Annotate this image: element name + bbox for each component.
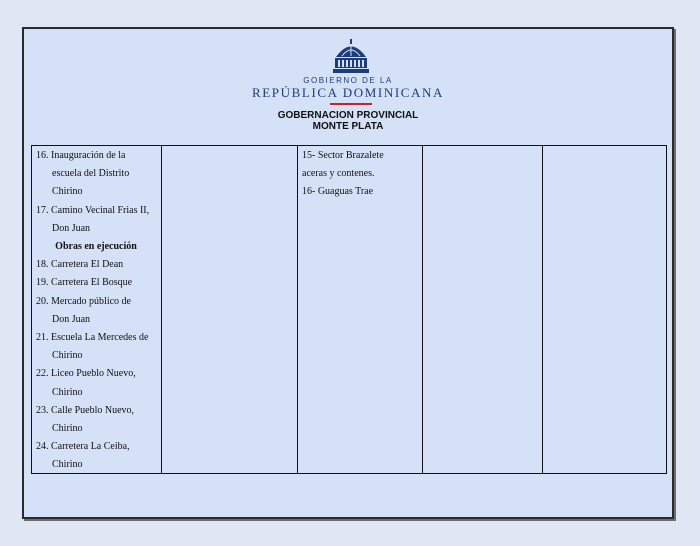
list-item: Chirino — [52, 423, 83, 435]
table-column-3 — [298, 146, 423, 473]
list-item: 19. Carretera El Bosque — [36, 277, 133, 289]
list-item: Chirino — [52, 186, 83, 198]
list-item: 15- Sector Brazalete — [302, 150, 384, 161]
document-page — [22, 27, 674, 519]
list-item: escuela del Distrito — [52, 168, 130, 180]
province-title — [24, 110, 672, 132]
province-line-1: GOBERNACION PROVINCIAL — [277, 110, 419, 121]
list-item: 23. Calle Pueblo Nuevo, — [36, 404, 135, 416]
table-column-4 — [423, 146, 543, 473]
list-item: Don Juan — [52, 313, 91, 325]
works-table — [31, 145, 667, 474]
list-item: 17. Camino Vecinal Frias II, — [36, 204, 150, 216]
list-item: 24. Carretera La Ceiba, — [36, 441, 130, 453]
list-item: Chirino — [52, 386, 83, 398]
section-heading: Obras en ejecución — [55, 241, 137, 253]
list-item: 20. Mercado público de — [36, 295, 131, 307]
list-item: 21. Escuela La Mercedes de — [36, 332, 149, 344]
list-item: 18. Carretera El Dean — [36, 259, 124, 271]
letterhead — [24, 29, 672, 145]
country-name: REPÚBLICA DOMINICANA — [252, 85, 444, 100]
table-column-2 — [162, 146, 298, 473]
list-item: 16. Inauguración de la — [36, 150, 126, 161]
list-item: 22. Liceo Pueblo Nuevo, — [36, 368, 136, 380]
dome-emblem-icon — [330, 38, 372, 74]
table-column-1 — [32, 146, 162, 473]
list-item: 16- Guaguas Trae — [302, 186, 374, 198]
government-label: GOBIERNO DE LA — [303, 76, 393, 85]
table-column-5 — [543, 146, 666, 473]
list-item: aceras y contenes. — [302, 168, 375, 180]
province-line-2: MONTE PLATA — [312, 121, 384, 132]
list-item: Chirino — [52, 459, 83, 471]
divider-line — [330, 103, 372, 105]
list-item: Don Juan — [52, 222, 91, 234]
list-item: Chirino — [52, 350, 83, 362]
